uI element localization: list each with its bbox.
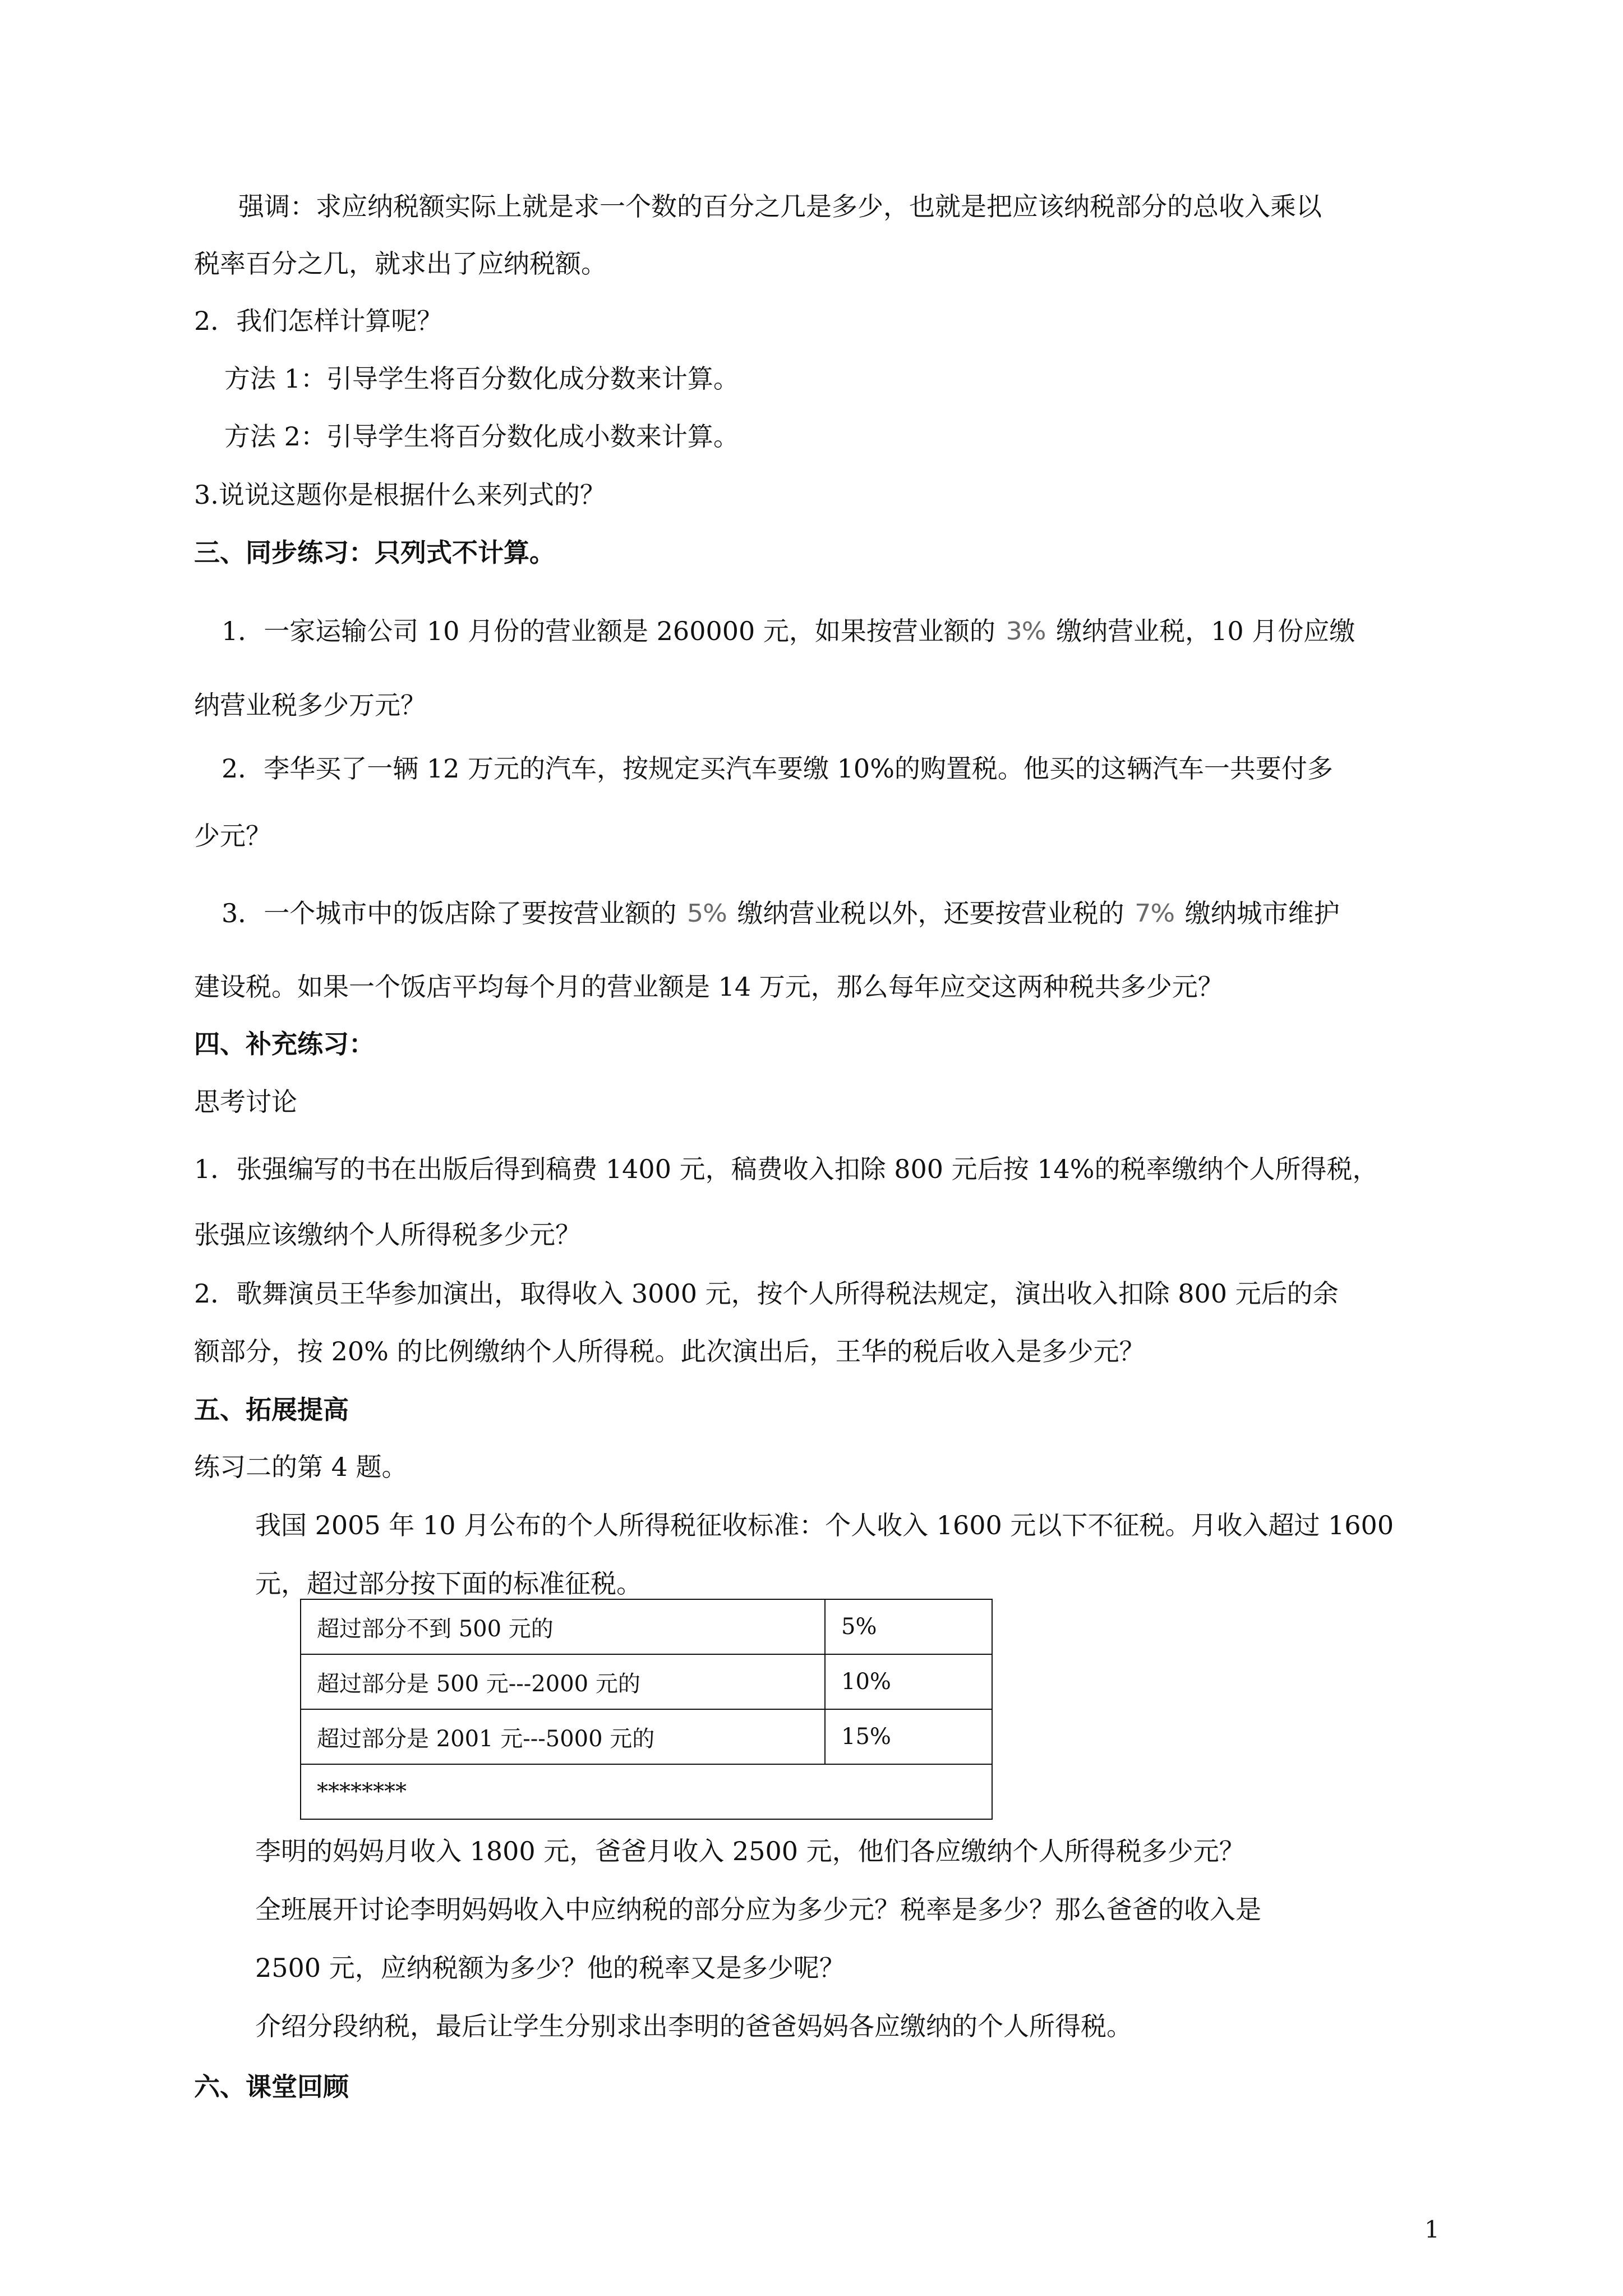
- practice-3-text-b: 缴纳营业税以外，还要按营业税的: [737, 898, 1124, 928]
- tax-standard-line1: 我国 2005 年 10 月公布的个人所得税征收标准：个人收入 1600 元以下不征税。月收入超过 1600: [255, 1510, 1394, 1540]
- page-number: 1: [1424, 2216, 1440, 2243]
- table-cell-range: 超过部分是 500 元---2000 元的: [301, 1654, 825, 1709]
- discussion-1-line2: 张强应该缴纳个人所得税多少元？: [194, 1220, 581, 1250]
- table-row: [301, 1654, 992, 1709]
- discussion-label: 思考讨论: [194, 1087, 297, 1117]
- percent-3-handwritten: 3%: [1006, 616, 1046, 646]
- discussion-prompt-line1: 全班展开讨论李明妈妈收入中应纳税的部分应为多少元？税率是多少？那么爸爸的收入是: [255, 1894, 1261, 1925]
- practice-2-line2: 少元？: [194, 821, 271, 851]
- percent-7-handwritten: 7%: [1135, 899, 1175, 928]
- question-parents-income: 李明的妈妈月收入 1800 元，爸爸月收入 2500 元，他们各应缴纳个人所得税多少元？: [255, 1836, 1245, 1866]
- table-row: [301, 1764, 992, 1819]
- table-cell-rate: 10%: [825, 1654, 992, 1709]
- table-cell-rate: 15%: [825, 1709, 992, 1764]
- question-2: 2．我们怎样计算呢？: [194, 306, 443, 336]
- section-heading-3: 三、同步练习：只列式不计算。: [194, 537, 555, 568]
- practice-3-text-a: 3．一个城市中的饭店除了要按营业额的: [222, 898, 677, 928]
- discussion-prompt-line2: 2500 元，应纳税额为多少？他的税率又是多少呢？: [255, 1953, 845, 1983]
- practice-1-line1: [222, 614, 1355, 648]
- discussion-2-line2: 额部分，按 20% 的比例缴纳个人所得税。此次演出后，王华的税后收入是多少元？: [194, 1336, 1145, 1366]
- table-cell-range: 超过部分是 2001 元---5000 元的: [301, 1709, 825, 1764]
- discussion-2-line1: 2．歌舞演员王华参加演出，取得收入 3000 元，按个人所得税法规定，演出收入扣除 800 元后的余: [194, 1278, 1339, 1309]
- practice-3-line2: 建设税。如果一个饭店平均每个月的营业额是 14 万元，那么每年应交这两种税共多少元？: [194, 972, 1224, 1002]
- table-cell-ellipsis: ********: [301, 1764, 992, 1819]
- tax-standard-line2: 元，超过部分按下面的标准征税。: [255, 1568, 642, 1599]
- tax-rate-table: [300, 1599, 993, 1820]
- question-3: 3.说说这题你是根据什么来列式的？: [194, 480, 606, 510]
- paragraph-emphasis-line2: 税率百分之几，就求出了应纳税额。: [194, 249, 607, 279]
- practice-3-line1: [222, 896, 1340, 930]
- table-cell-rate: 5%: [825, 1599, 992, 1654]
- practice-2-line1: 2．李华买了一辆 12 万元的汽车，按规定买汽车要缴 10%的购置税。他买的这辆汽车一共要付多: [222, 753, 1333, 784]
- tiered-tax-intro: 介绍分段纳税，最后让学生分别求出李明的爸爸妈妈各应缴纳的个人所得税。: [255, 2011, 1132, 2041]
- practice-1-text-a: 1．一家运输公司 10 月份的营业额是 260000 元，如果按营业额的: [222, 616, 995, 646]
- section-heading-6: 六、课堂回顾: [194, 2072, 349, 2102]
- table-row: [301, 1709, 992, 1764]
- paragraph-emphasis-line1: 强调：求应纳税额实际上就是求一个数的百分之几是多少，也就是把应该纳税部分的总收入乘以: [238, 191, 1322, 222]
- percent-5-handwritten: 5%: [686, 899, 727, 928]
- practice-1-line2: 纳营业税多少万元？: [194, 690, 426, 720]
- table-cell-range: 超过部分不到 500 元的: [301, 1599, 825, 1654]
- section-heading-4: 四、补充练习：: [194, 1029, 375, 1059]
- discussion-1-line1: 1．张强编写的书在出版后得到稿费 1400 元，稿费收入扣除 800 元后按 14%的税率缴纳个人所得税，: [194, 1154, 1378, 1184]
- practice-3-text-c: 缴纳城市维护: [1184, 898, 1340, 928]
- section-heading-5: 五、拓展提高: [194, 1395, 349, 1425]
- table-row: [301, 1599, 992, 1654]
- practice-1-text-b: 缴纳营业税，10 月份应缴: [1056, 616, 1355, 646]
- method-1: 方法 1：引导学生将百分数化成分数来计算。: [224, 364, 739, 394]
- method-2: 方法 2：引导学生将百分数化成小数来计算。: [224, 421, 739, 452]
- exercise-reference: 练习二的第 4 题。: [194, 1452, 408, 1482]
